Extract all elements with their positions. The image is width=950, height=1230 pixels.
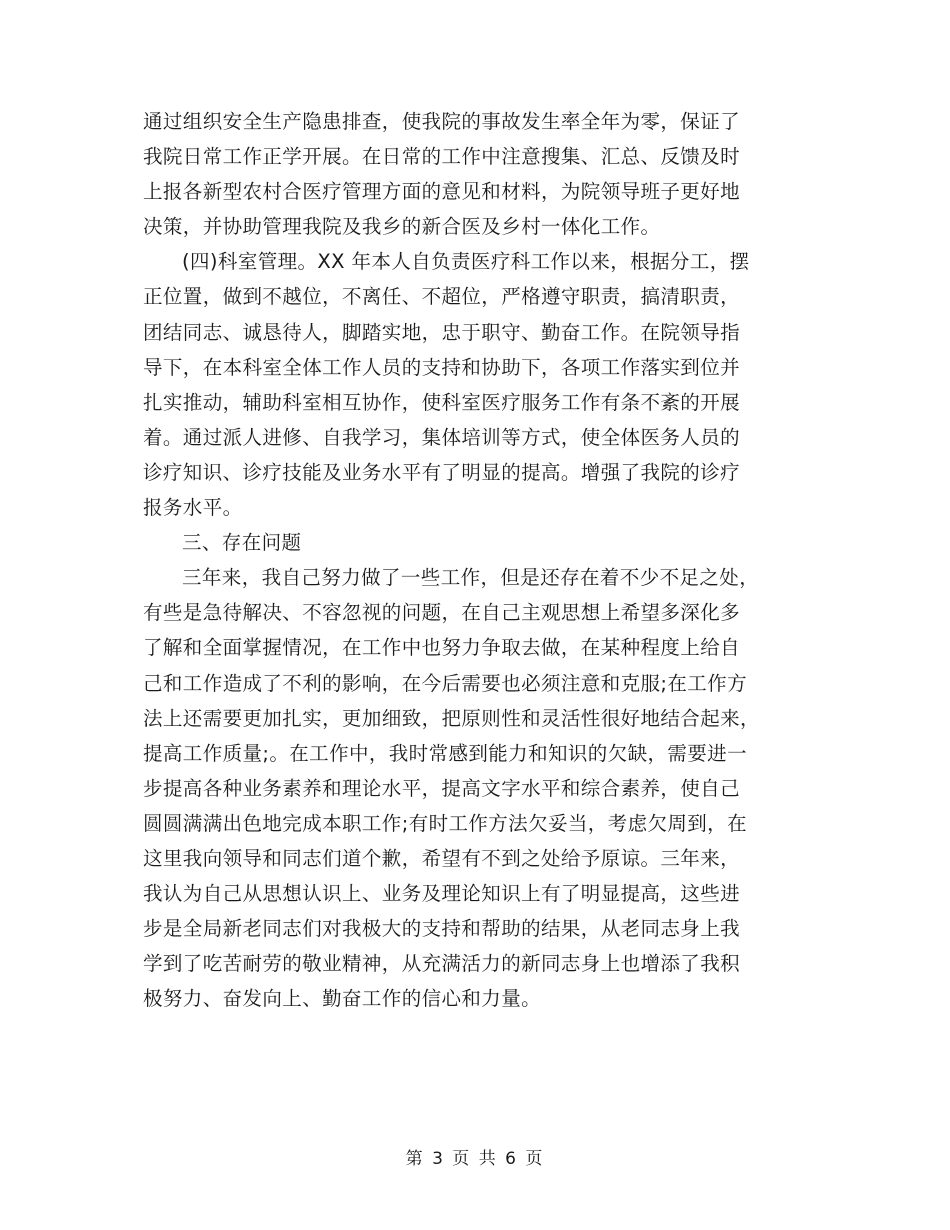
text-line: 己和工作造成了不利的影响，在今后需要也必须注意和克服;在工作方	[143, 671, 747, 695]
section-heading-problems: 三、存在问题	[182, 531, 302, 555]
text-line: 我院日常工作正学开展。在日常的工作中注意搜集、汇总、反馈及时	[143, 145, 741, 169]
text-line: 着。通过派人进修、自我学习，集体培训等方式，使全体医务人员的	[143, 425, 741, 449]
text-line: 极努力、奋发向上、勤奋工作的信心和力量。	[143, 987, 542, 1011]
text-line: 提高工作质量;。在工作中，我时常感到能力和知识的欠缺，需要进一	[143, 741, 747, 765]
text-line: 团结同志、诚恳待人，脚踏实地，忠于职守、勤奋工作。在院领导指	[143, 320, 741, 344]
text-line: 学到了吃苦耐劳的敬业精神，从充满活力的新同志身上也增添了我积	[143, 952, 741, 976]
section-heading-management: (四)科室管理。XX 年本人自负责医疗科工作以来，根据分工，摆	[182, 250, 750, 274]
text-line: 三年来，我自己努力做了一些工作，但是还存在着不少不足之处，	[182, 566, 760, 590]
text-line: 了解和全面掌握情况，在工作中也努力争取去做，在某种程度上给自	[143, 636, 741, 660]
text-line: 这里我向领导和同志们道个歉，希望有不到之处给予原谅。三年来，	[143, 846, 741, 870]
text-line: 正位置，做到不越位，不离任、不超位，严格遵守职责，搞清职责，	[143, 285, 741, 309]
page-number-footer: 第 3 页 共 6 页	[405, 1149, 545, 1169]
text-line: 圆圆满满出色地完成本职工作;有时工作方法欠妥当，考虑欠周到，在	[143, 811, 747, 835]
text-line: 上报各新型农村合医疗管理方面的意见和材料，为院领导班子更好地	[143, 180, 741, 204]
text-line: 导下，在本科室全体工作人员的支持和协助下，各项工作落实到位并	[143, 355, 741, 379]
text-line: 有些是急待解决、不容忽视的问题，在自己主观思想上希望多深化多	[143, 601, 741, 625]
text-line: 步是全局新老同志们对我极大的支持和帮助的结果，从老同志身上我	[143, 917, 741, 941]
body-text	[143, 104, 823, 1016]
text-line: 法上还需要更加扎实，更加细致，把原则性和灵活性很好地结合起来，	[143, 706, 760, 730]
text-line: 步提高各种业务素养和理论水平，提高文字水平和综合素养，使自己	[143, 776, 741, 800]
text-line: 通过组织安全生产隐患排查，使我院的事故发生率全年为零，保证了	[143, 110, 741, 133]
text-line: 我认为自己从思想认识上、业务及理论知识上有了明显提高，这些进	[143, 882, 741, 906]
text-line: 诊疗知识、诊疗技能及业务水平有了明显的提高。增强了我院的诊疗	[143, 460, 741, 484]
text-line: 决策，并协助管理我院及我乡的新合医及乡村一体化工作。	[143, 215, 661, 239]
text-line: 扎实推动，辅助科室相互协作，使科室医疗服务工作有条不紊的开展	[143, 390, 741, 414]
text-line: 报务水平。	[143, 496, 243, 520]
